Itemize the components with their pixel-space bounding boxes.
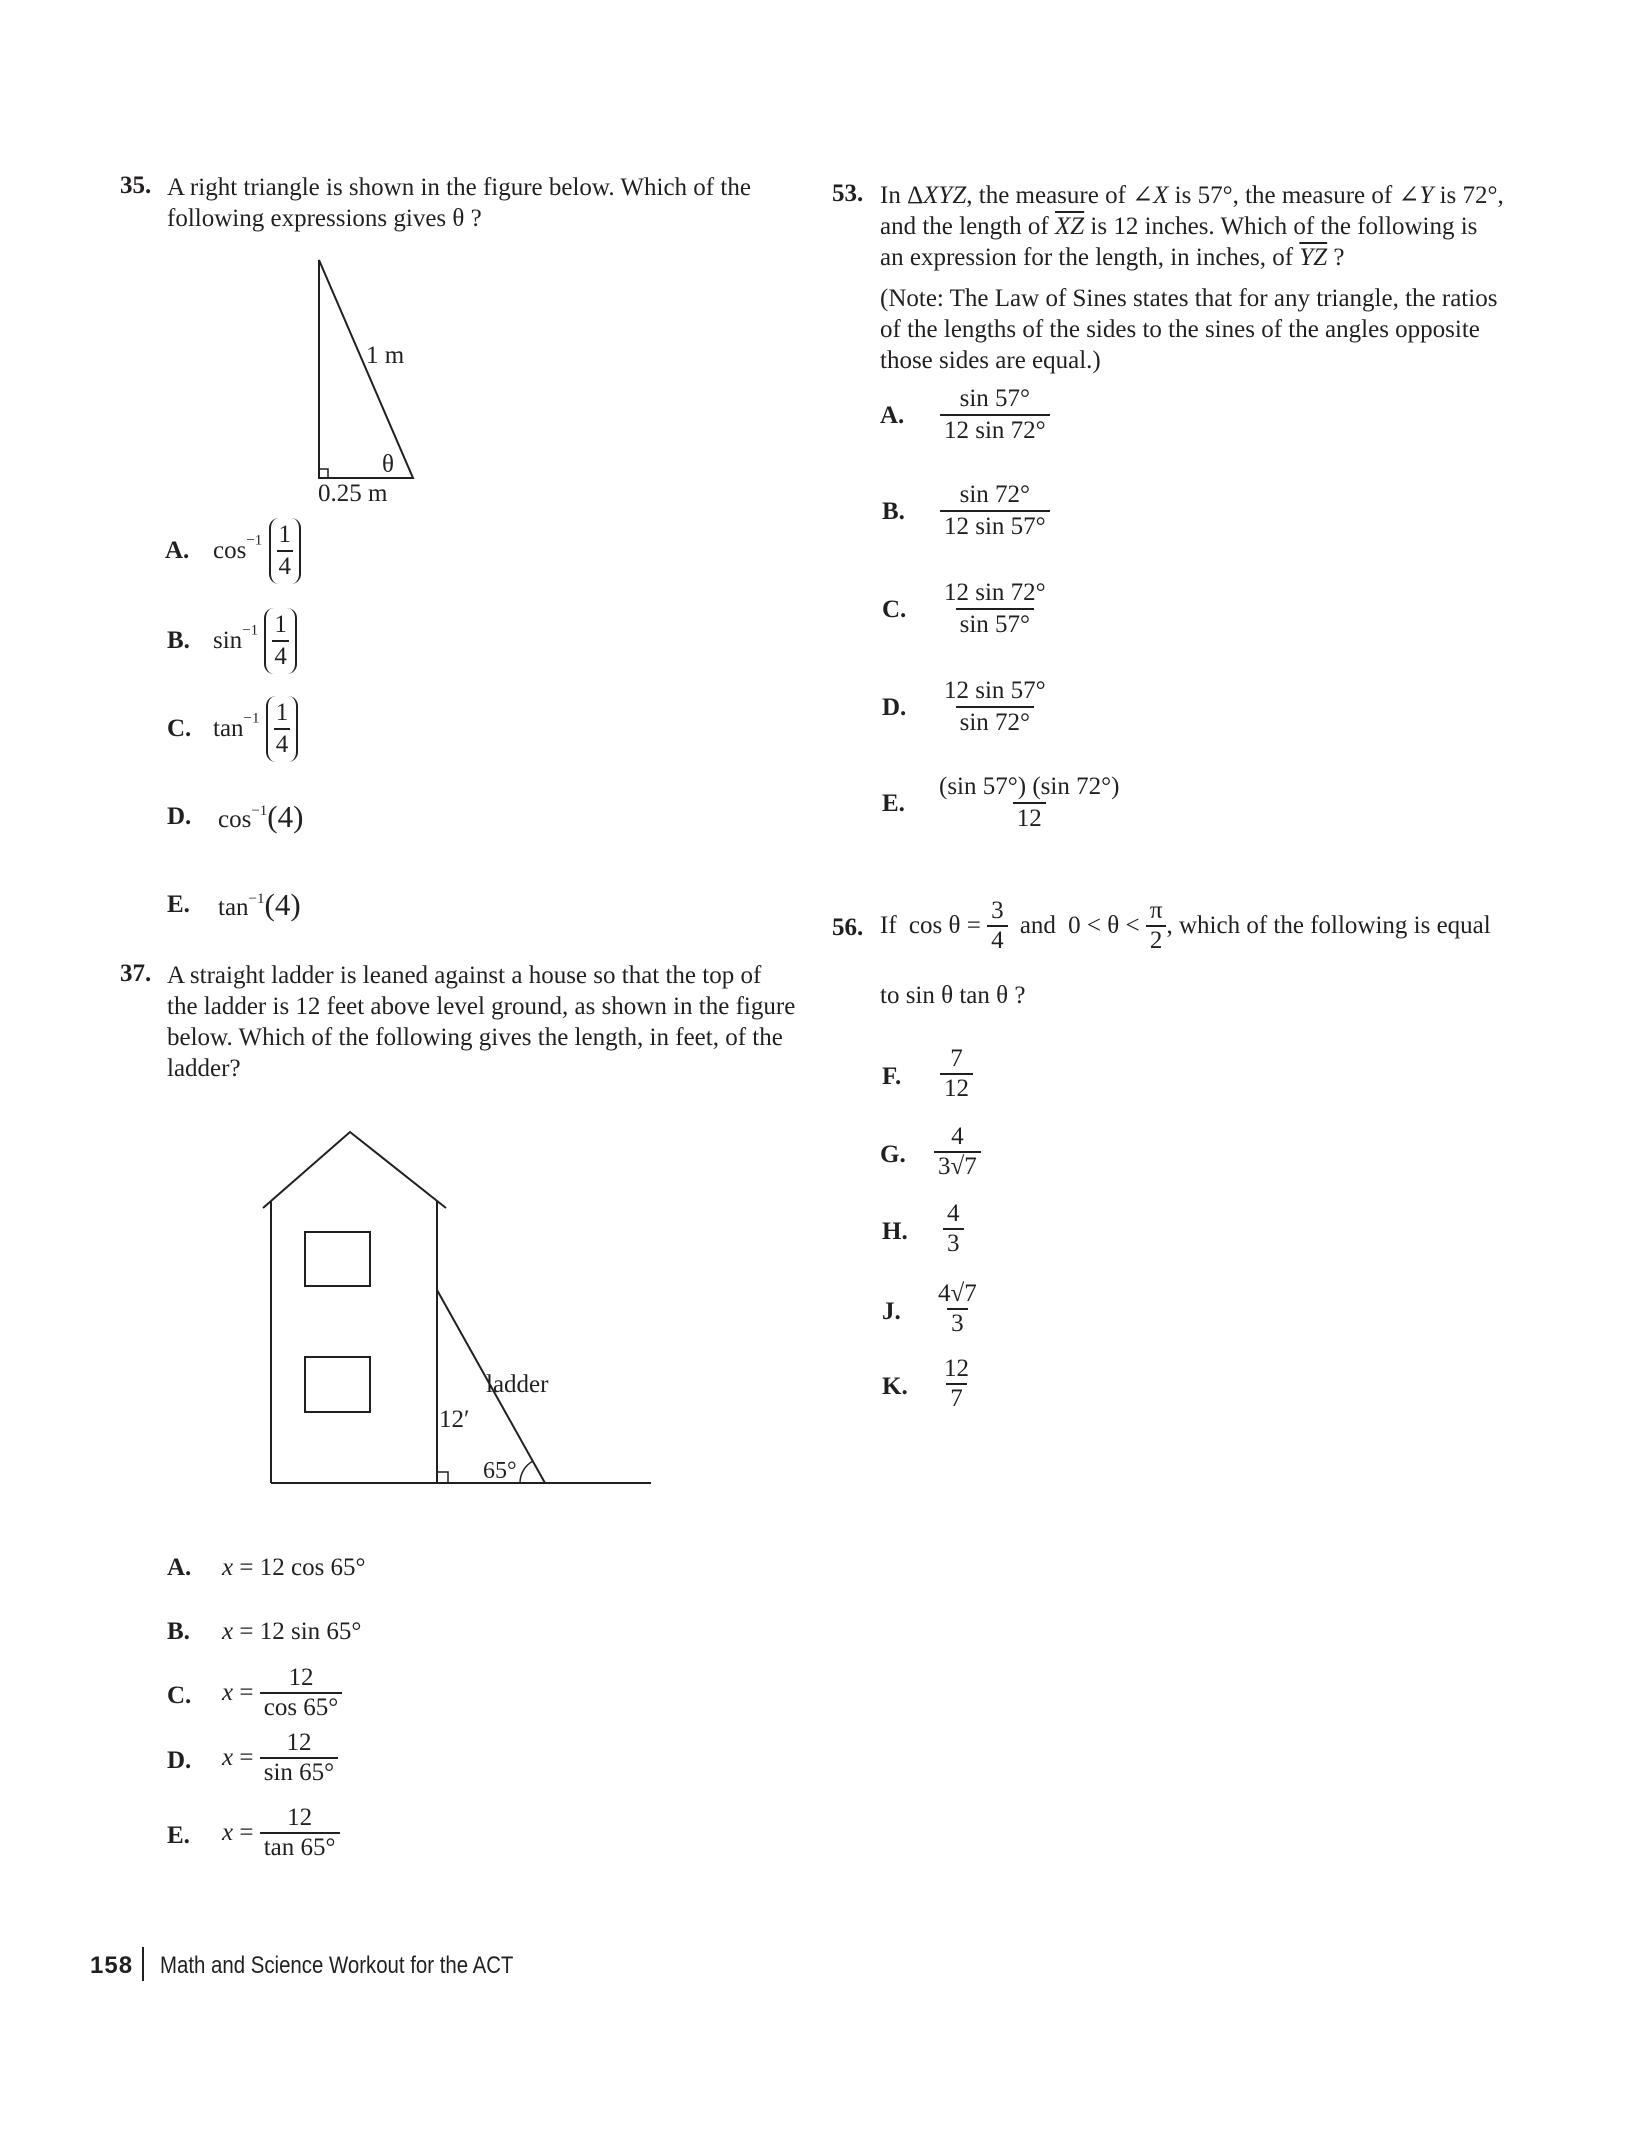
choice-expression <box>940 1355 973 1413</box>
choice-expression <box>943 1200 964 1258</box>
choice-letter: K. <box>882 1373 908 1400</box>
angle-name: X <box>1153 182 1169 209</box>
denominator: 4 <box>277 550 294 582</box>
angle-theta-label: θ <box>382 451 394 478</box>
fraction <box>940 578 1050 640</box>
question-line: A straight ladder is leaned against a house so that the top of <box>167 962 762 989</box>
text-run: is 12 inches. Which of the following is <box>1084 213 1478 240</box>
denominator: 4 <box>987 925 1008 955</box>
question-number: 37. <box>120 960 152 987</box>
range-expression: 0 < θ < <box>1068 912 1140 939</box>
choice-expression <box>940 480 1050 542</box>
fraction <box>940 1355 973 1413</box>
numerator: 4 <box>951 1123 964 1150</box>
text-run: is 57°, the measure of ∠ <box>1168 182 1420 209</box>
choice-expression <box>222 1804 340 1862</box>
exponent: −1 <box>246 532 263 549</box>
equals: = <box>233 1819 260 1846</box>
numerator: sin 57° <box>959 385 1031 412</box>
question-number: 53. <box>832 180 864 207</box>
text-run: ? <box>1327 244 1345 271</box>
choice-letter: D. <box>167 803 192 830</box>
text-run: is 72°, <box>1433 182 1504 209</box>
expression: 12 sin 65° <box>259 1618 362 1645</box>
denominator: 12 sin 72° <box>940 414 1050 446</box>
denominator: 7 <box>946 1383 967 1413</box>
question-line: below. Which of the following gives the length, in feet, of the <box>167 1024 783 1051</box>
ladder-label: ladder <box>486 1371 549 1398</box>
exponent: −1 <box>242 622 259 639</box>
numerator: 12 <box>944 1355 969 1382</box>
denominator: 12 sin 57° <box>940 510 1050 542</box>
page-number: 158 <box>90 1952 134 1979</box>
fraction <box>264 608 297 674</box>
choice-expression <box>934 1123 981 1181</box>
choice-expression <box>940 384 1050 446</box>
fraction <box>935 772 1123 834</box>
choice-expression <box>222 1554 366 1582</box>
triangle-name: XYZ <box>923 182 967 209</box>
choice-letter: G. <box>880 1141 906 1168</box>
question-text <box>167 172 807 234</box>
denominator: sin 57° <box>956 608 1034 640</box>
fraction <box>934 1123 981 1181</box>
denominator: sin 72° <box>956 706 1034 738</box>
angle-label: 65° <box>483 1458 517 1484</box>
equals: = <box>233 1679 260 1706</box>
choice-expression <box>940 578 1050 640</box>
question-text <box>880 897 1491 955</box>
trig-function: cos <box>213 537 247 564</box>
question-text <box>167 960 807 1084</box>
variable: x <box>222 1618 234 1645</box>
question-line: A right triangle is shown in the figure below. Which of the <box>167 174 751 201</box>
note-line: (Note: The Law of Sines states that for any triangle, the ratios <box>880 285 1498 312</box>
question-line <box>880 242 1520 273</box>
choice-letter: B. <box>882 498 905 525</box>
question-text <box>880 180 1520 376</box>
fraction <box>940 676 1050 738</box>
numerator: sin 72° <box>959 481 1031 508</box>
numerator: 3 <box>991 897 1004 924</box>
exponent: −1 <box>251 803 268 819</box>
variable: x <box>222 1744 234 1771</box>
base-label: 0.25 m <box>318 480 388 507</box>
trig-function: cos <box>218 806 252 833</box>
denominator: 4 <box>272 640 289 672</box>
choice-expression <box>935 772 1123 834</box>
equals: = <box>233 1618 260 1645</box>
choice-expression <box>213 608 297 674</box>
angle-arc <box>520 1461 533 1483</box>
trig-function: sin <box>213 627 243 654</box>
denominator: 3√7 <box>934 1151 981 1181</box>
equals: = <box>233 1554 260 1581</box>
note-line: of the lengths of the sides to the sines of the angles opposite <box>880 316 1480 343</box>
denominator: cos 65° <box>260 1692 343 1722</box>
choice-expression <box>218 887 301 923</box>
hypotenuse-label: 1 m <box>366 342 405 369</box>
denominator: tan 65° <box>260 1832 340 1862</box>
segment-name: $\overline{YZ}$ <box>1299 244 1328 271</box>
numerator: 1 <box>275 699 289 726</box>
numerator: 4√7 <box>938 1280 977 1307</box>
right-angle-marker <box>319 469 328 478</box>
choice-expression <box>213 696 298 762</box>
note-line: those sides are equal.) <box>880 347 1101 374</box>
text-run: , which of the following is equal <box>1166 912 1491 939</box>
choice-expression <box>940 676 1050 738</box>
choice-letter: C. <box>167 715 192 742</box>
question-line: ladder? <box>167 1055 241 1082</box>
fraction <box>266 696 299 762</box>
house-window-upper <box>305 1232 370 1286</box>
fraction <box>260 1729 338 1787</box>
height-label: 12′ <box>439 1406 470 1433</box>
argument: (4) <box>264 887 301 922</box>
choice-letter: H. <box>882 1218 908 1245</box>
numerator: π <box>1149 897 1163 924</box>
choice-letter: A. <box>880 402 905 429</box>
choice-expression <box>213 518 301 584</box>
denominator: 4 <box>274 728 291 760</box>
right-angle-marker <box>437 1472 448 1483</box>
segment-name: $\overline{XZ}$ <box>1054 213 1085 240</box>
footer-divider <box>142 1947 144 1981</box>
text-run: and the length of <box>880 213 1055 240</box>
right-triangle-figure <box>300 250 530 510</box>
choice-letter: B. <box>167 1618 190 1645</box>
book-title: Math and Science Workout for the ACT <box>160 1952 514 1979</box>
trig-function: tan <box>218 894 249 921</box>
question-line: to sin θ tan θ ? <box>880 982 1026 1009</box>
choice-letter: E. <box>167 891 190 918</box>
denominator: 3 <box>947 1308 968 1338</box>
question-number: 56. <box>832 914 864 941</box>
numerator: 4 <box>947 1200 960 1227</box>
choice-letter: D. <box>167 1747 192 1774</box>
cos-expression: cos θ = <box>908 912 981 939</box>
angle-name: Y <box>1419 182 1434 209</box>
text-run: an expression for the length, in inches, of <box>880 244 1300 271</box>
variable: x <box>222 1679 234 1706</box>
denominator: 12 <box>940 1073 973 1103</box>
text-run: and <box>1019 912 1056 939</box>
choice-letter: A. <box>165 537 190 564</box>
numerator: 12 <box>287 1804 313 1831</box>
choice-letter: E. <box>882 790 905 817</box>
fraction <box>940 1045 973 1103</box>
exponent: −1 <box>243 710 260 727</box>
choice-letter: A. <box>167 1554 192 1581</box>
numerator: 1 <box>274 611 287 638</box>
text-run: In Δ <box>880 182 924 209</box>
equals: = <box>233 1744 260 1771</box>
argument: (4) <box>267 799 304 834</box>
expression: 12 cos 65° <box>259 1554 366 1581</box>
numerator: (sin 57°) (sin 72°) <box>939 773 1120 800</box>
variable: x <box>222 1554 234 1581</box>
numerator: 12 sin 72° <box>944 579 1046 606</box>
choice-expression <box>222 1729 338 1787</box>
choice-expression <box>218 799 303 835</box>
fraction <box>940 480 1050 542</box>
choice-letter: D. <box>882 694 907 721</box>
question-line: following expressions gives θ ? <box>167 205 482 232</box>
choice-letter: F. <box>882 1063 902 1090</box>
house-ladder-figure <box>250 1120 670 1500</box>
question-line <box>880 180 1520 211</box>
numerator: 12 sin 57° <box>944 677 1046 704</box>
choice-letter: C. <box>882 596 907 623</box>
denominator: 12 <box>1013 802 1046 834</box>
question-number: 35. <box>120 172 152 199</box>
choice-letter: E. <box>167 1822 190 1849</box>
fraction <box>934 1280 981 1338</box>
numerator: 1 <box>278 521 292 548</box>
trig-function: tan <box>213 715 244 742</box>
fraction <box>260 1664 343 1722</box>
choice-expression <box>222 1618 361 1646</box>
choice-expression <box>222 1664 342 1722</box>
question-line <box>880 211 1520 242</box>
numerator: 7 <box>950 1045 963 1072</box>
choice-letter: J. <box>882 1298 901 1325</box>
denominator: sin 65° <box>260 1757 338 1787</box>
fraction <box>943 1200 964 1258</box>
triangle-shape <box>319 260 413 478</box>
fraction <box>940 384 1050 446</box>
variable: x <box>222 1819 234 1846</box>
text-run: , the measure of ∠ <box>966 182 1154 209</box>
cos-fraction <box>987 897 1008 955</box>
choice-letter: C. <box>167 1682 192 1709</box>
question-line: the ladder is 12 feet above level ground, as shown in the figure <box>167 993 796 1020</box>
law-of-sines-note <box>880 283 1520 376</box>
text-run: If <box>880 912 897 939</box>
fraction <box>269 518 302 584</box>
pi-fraction <box>1146 897 1167 955</box>
house-window-lower <box>305 1357 370 1412</box>
denominator: 3 <box>943 1228 964 1258</box>
choice-expression <box>940 1045 973 1103</box>
choice-letter: B. <box>167 627 190 654</box>
fraction <box>260 1804 340 1862</box>
house-roof <box>263 1132 446 1208</box>
choice-expression <box>934 1280 981 1338</box>
denominator: 2 <box>1146 925 1167 955</box>
exponent: −1 <box>248 891 265 907</box>
numerator: 12 <box>286 1729 312 1756</box>
numerator: 12 <box>288 1664 314 1691</box>
